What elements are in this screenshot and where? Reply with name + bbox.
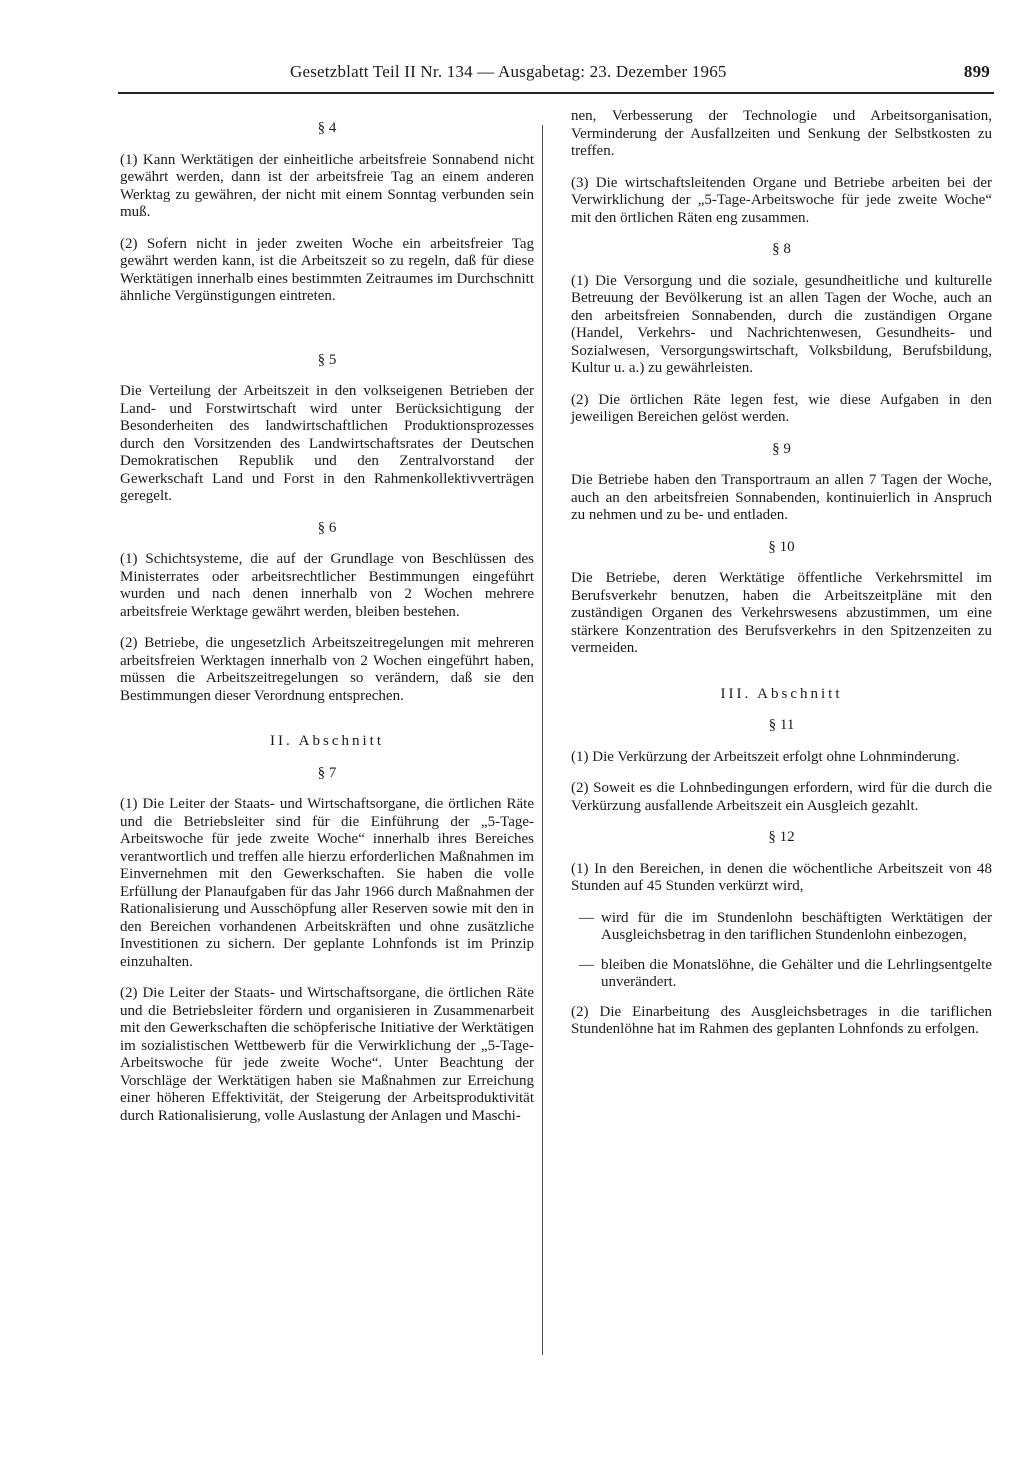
section-7-paragraph-2-continued: nen, Verbesserung der Technologie und Arbeitsorganisation, Verminderung der Ausfallzeiten und Senkung der Selbstkosten zu treffen.: [571, 108, 992, 159]
section-7-paragraph-3: (3) Die wirtschaftsleitenden Organe und Betriebe arbeiten bei der Verwirklichung der „5-Tage-Arbeitswoche für jede zweite Woche“ mit den örtlichen Räten eng zusammen.: [571, 174, 992, 226]
section-9-heading: § 9: [772, 440, 791, 457]
section-8-paragraph-2: (2) Die örtlichen Räte legen fest, wie diese Aufgaben in den jeweiligen Bereichen gelöst werden.: [571, 391, 992, 425]
section-6-paragraph-2: (2) Betriebe, die ungesetzlich Arbeitszeitregelungen mit mehreren arbeitsfreien Werktagen innerhalb von 2 Wochen eingeführt haben, müssen die Arbeitszeitregelungen so verändern, daß sie den Bestimmungen dieser Verordnung entsprechen.: [120, 635, 534, 704]
header-title: Gesetzblatt Teil II Nr. 134 — Ausgabetag: 23. Dezember 1965: [290, 62, 727, 81]
section-10-heading: § 10: [768, 538, 795, 555]
section-4-paragraph-1: (1) Kann Werktätigen der einheitliche arbeitsfreie Sonnabend nicht gewährt werden, dann ist der arbeitsfreie Tag an einem anderen Werktag zu gewähren, der nicht mit einem Sonntag verbunden sein muß.: [120, 151, 534, 220]
column-divider: [542, 125, 543, 1355]
section-12-heading: § 12: [768, 829, 795, 845]
section-12-list-item: [579, 957, 992, 992]
section-12-list-item: [579, 910, 992, 945]
abschnitt-3-heading: III. Abschnitt: [720, 685, 843, 702]
dash-marker: —: [579, 956, 594, 973]
section-9-paragraph: Die Betriebe haben den Transportraum an allen 7 Tagen der Woche, auch an den arbeitsfreien Sonnabenden, kontinuierlich in Anspruch zu nehmen und zu be- und entladen.: [571, 472, 992, 523]
section-7-paragraph-1: (1) Die Leiter der Staats- und Wirtschaftsorgane, die örtlichen Räte und die Betriebsleiter sind für die Einführung der „5-Tage-Arbeitswoche für jede zweite Woche“ innerhalb ihres Bereiches verantwortlich und treffen alle hierzu erforderlichen Maßnahmen im Einvernehmen mit den Gewerkschaften. Sie haben die volle Erfüllung der Planaufgaben für das Jahr 1966 durch Maßnahmen der Rationalisierung und Ausschöpfung aller Reserven sowie mit den in den Bereichen vorhandenen Arbeitskräften und ohne zusätzliche Investitionen zu sichern. Der geplante Lohnfonds ist im Prinzip einzuhalten.: [120, 796, 534, 970]
section-4-heading: § 4: [317, 120, 337, 136]
section-12-paragraph-1: (1) In den Bereichen, in denen die wöchentliche Arbeitszeit von 48 Stunden auf 45 Stunden verkürzt wird,: [571, 860, 992, 894]
section-8-heading: § 8: [772, 241, 791, 257]
section-12-paragraph-2: (2) Die Einarbeitung des Ausgleichsbetrages in die tariflichen Stundenlöhne hat im Rahmen des geplanten Lohnfonds zu erfolgen.: [571, 1003, 992, 1037]
section-10-paragraph: Die Betriebe, deren Werktätige öffentliche Verkehrsmittel im Berufsverkehr benutzen, haben die Arbeitszeitpläne mit den zuständigen Organen des Verkehrswesens abzustimmen, um eine stärkere Konzentration des Berufsverkehrs in den Spitzenzeiten zu vermeiden.: [571, 570, 992, 656]
section-12-list-item-text: wird für die im Stundenlohn beschäftigten Werktätigen der Ausgleichsbetrag in den tariflichen Stundenlohn einbezogen,: [601, 909, 992, 943]
page-header: [118, 62, 994, 86]
section-6-paragraph-1: (1) Schichtsysteme, die auf der Grundlage von Beschlüssen des Ministerrates oder arbeitsrechtlicher Bestimmungen eingeführt wurden und nach denen innerhalb von 2 Wochen mehrere arbeitsfreie Werktage gewährt werden, bleiben bestehen.: [120, 551, 534, 620]
left-column: [120, 108, 534, 1139]
header-rule: [118, 92, 994, 94]
section-7-paragraph-2: (2) Die Leiter der Staats- und Wirtschaftsorgane, die örtlichen Räte und die Betriebsleiter fördern und organisieren in Zusammenarbeit mit den Gewerkschaften die schöpferische Initiative der Werktätigen im sozialistischen Wettbewerb für die Verwirklichung der „5-Tage-Arbeitswoche für jede zweite Woche“. Unter Beachtung der Vorschläge der Werktätigen haben sie Maßnahmen zur Erreichung einer höheren Effektivität, der Steigerung der Arbeitsproduktivität durch Rationalisierung, volle Auslastung der Anlagen und Maschi-: [120, 985, 534, 1124]
page-number: 899: [963, 62, 990, 81]
section-6-heading: § 6: [317, 519, 337, 536]
section-11-heading: § 11: [768, 717, 795, 733]
section-7-heading: § 7: [317, 764, 337, 781]
section-4-paragraph-2: (2) Sofern nicht in jeder zweiten Woche ein arbeitsfreier Tag gewährt werden kann, ist die Arbeitszeit so zu regeln, daß für diese Werktätigen innerhalb eines bestimmten Zeitraumes im Durchschnitt ähnliche Vergünstigungen eintreten.: [120, 235, 534, 304]
abschnitt-2-heading: II. Abschnitt: [270, 733, 384, 749]
right-column: [571, 108, 992, 1053]
section-11-paragraph-1: (1) Die Verkürzung der Arbeitszeit erfolgt ohne Lohnminderung.: [571, 748, 960, 765]
section-5-paragraph: Die Verteilung der Arbeitszeit in den volkseigenen Betrieben der Land- und Forstwirtschaft wird unter Berücksichtigung der Besonderheiten des landwirtschaftlichen Produktionsprozesses durch den Vorsitzenden des Landwirtschaftsrates der Deutschen Demokratischen Republik und den Zentralvorstand der Gewerkschaft Land und Forst in den Rahmenkollektivverträgen geregelt.: [120, 383, 534, 504]
section-12-list-item-text: bleiben die Monatslöhne, die Gehälter und die Lehrlingsentgelte unverändert.: [601, 956, 992, 990]
section-11-paragraph-2: (2) Soweit es die Lohnbedingungen erfordern, wird für die durch die Verkürzung ausfallende Arbeitszeit ein Ausgleich gezahlt.: [571, 780, 992, 814]
section-5-heading: § 5: [317, 351, 337, 368]
section-8-paragraph-1: (1) Die Versorgung und die soziale, gesundheitliche und kulturelle Betreuung der Bevölkerung ist an allen Tagen der Woche, auch an den arbeitsfreien Sonnabenden, durch die zuständigen Organe (Handel, Verkehrs- und Nachrichtenwesen, Gesundheits- und Sozialwesen, Versorgungswirtschaft, Volksbildung, Berufsbildung, Kultur u. a.) zu gewährleisten.: [571, 272, 992, 376]
dash-marker: —: [579, 909, 594, 926]
